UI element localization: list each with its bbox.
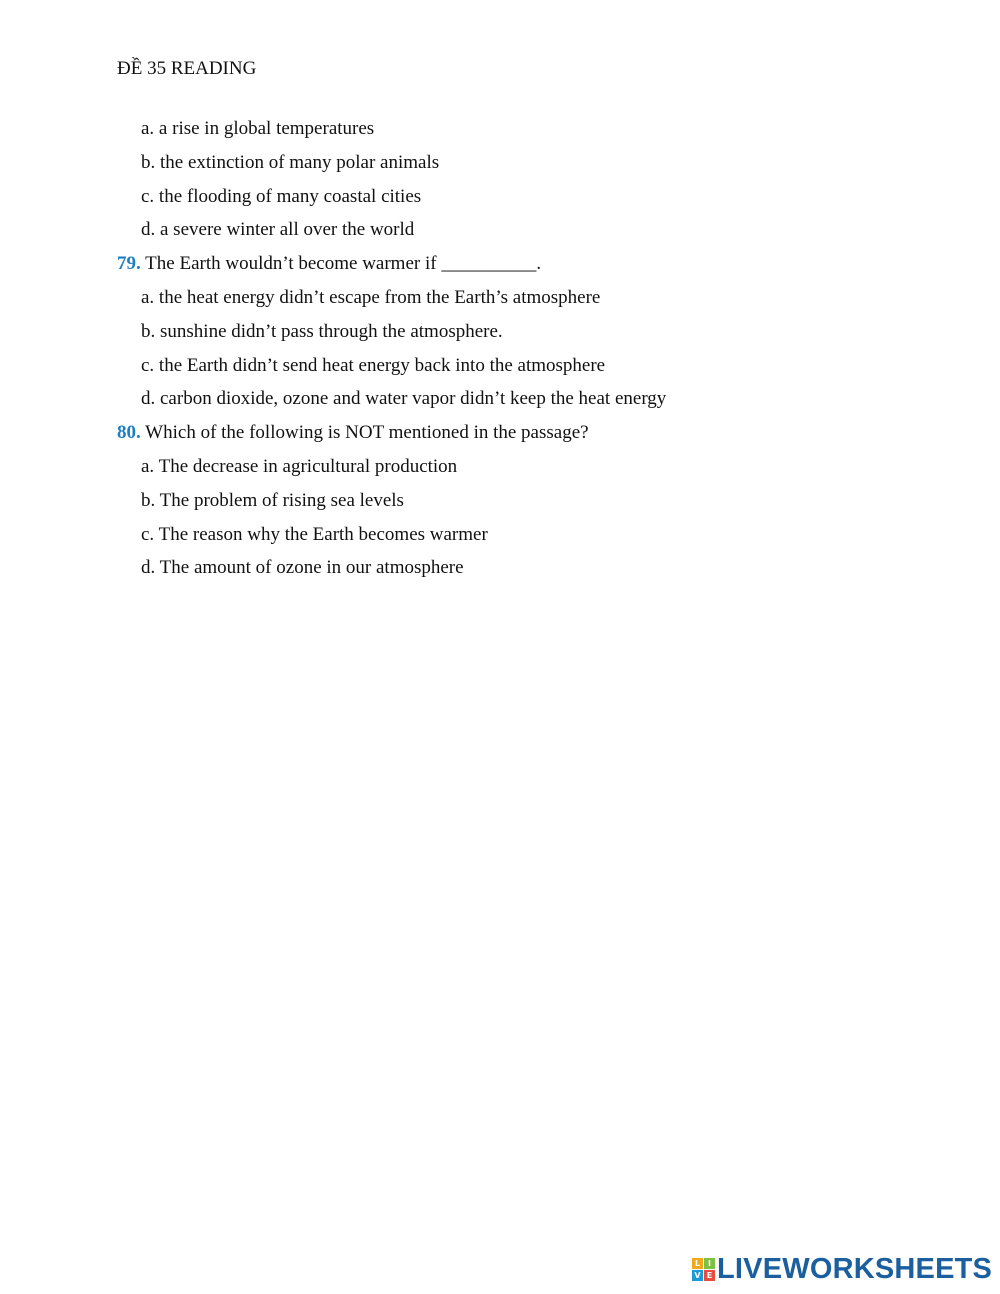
question-list: [117, 112, 917, 585]
question-number: 80.: [117, 422, 141, 444]
question-80: [117, 416, 917, 450]
question-text: Which of the following is NOT mentioned in the passage?: [145, 422, 589, 444]
q78-option-c[interactable]: c. the flooding of many coastal cities: [141, 185, 422, 207]
q78-option-b[interactable]: b. the extinction of many polar animals: [141, 151, 440, 173]
q78-option-d[interactable]: d. a severe winter all over the world: [141, 219, 415, 241]
q80-option-b[interactable]: b. The problem of rising sea levels: [141, 489, 404, 511]
q79-option-d[interactable]: d. carbon dioxide, ozone and water vapor didn’t keep the heat energy: [141, 388, 667, 410]
question-number: 79.: [117, 253, 141, 275]
logo-mark-letter: I: [704, 1258, 715, 1269]
q79-option-a[interactable]: a. the heat energy didn’t escape from the Earth’s atmosphere: [141, 286, 601, 308]
logo-mark-letter: E: [704, 1270, 715, 1281]
q80-option-d[interactable]: d. The amount of ozone in our atmosphere: [141, 557, 464, 579]
page-header: ĐỀ 35 READING: [117, 58, 257, 79]
question-79: [117, 247, 917, 281]
logo-mark-icon: [692, 1258, 715, 1281]
q80-option-a[interactable]: a. The decrease in agricultural production: [141, 455, 458, 477]
liveworksheets-logo[interactable]: [692, 1254, 992, 1284]
q79-option-b[interactable]: b. sunshine didn’t pass through the atmosphere.: [141, 320, 503, 342]
q79-option-c[interactable]: c. the Earth didn’t send heat energy back into the atmosphere: [141, 354, 606, 376]
q78-option-a[interactable]: a. a rise in global temperatures: [141, 118, 375, 139]
logo-mark-letter: V: [692, 1270, 703, 1281]
q80-option-c[interactable]: c. The reason why the Earth becomes warmer: [141, 523, 488, 545]
logo-text: LIVEWORKSHEETS: [717, 1252, 993, 1285]
question-text: The Earth wouldn’t become warmer if __________.: [145, 253, 542, 275]
logo-mark-letter: L: [692, 1258, 703, 1269]
